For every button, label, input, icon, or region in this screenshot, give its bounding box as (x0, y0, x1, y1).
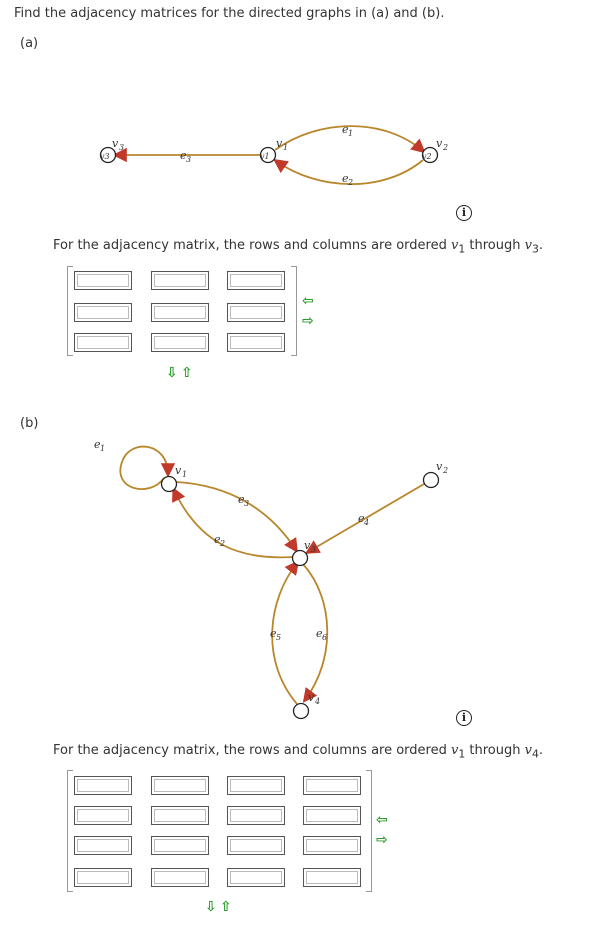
part-b-label: (b) (20, 416, 39, 431)
matrix-b-cell-3-2[interactable] (151, 836, 209, 855)
vertex-label-b-v4: v (308, 691, 315, 704)
svg-text:1: 1 (182, 470, 188, 479)
matrix-b-cell-1-2[interactable] (151, 776, 209, 795)
matrix-b-cell-4-2[interactable] (151, 868, 209, 887)
matrix-b-cell-3-4[interactable] (303, 836, 361, 855)
edge-label-a-e1: e (342, 123, 349, 136)
remove-column-b-button[interactable]: ⇨ (376, 832, 388, 848)
svg-text:1: 1 (100, 444, 106, 453)
matrix-b-cell-3-1[interactable] (74, 836, 132, 855)
svg-text:2: 2 (443, 143, 449, 152)
matrix-b-cell-4-3[interactable] (227, 868, 285, 887)
edge-label-b-e2: e (214, 533, 221, 546)
svg-text:v2: v2 (422, 152, 432, 161)
vertex-label-b-v2: v (436, 460, 443, 473)
vertex-label-a-v2: v (436, 137, 443, 150)
svg-text:3: 3 (186, 155, 192, 164)
edge-b-e1 (120, 447, 168, 490)
edge-label-b-e5: e (270, 627, 277, 640)
matrix-b-cell-4-1[interactable] (74, 868, 132, 887)
matrix-b-cell-2-4[interactable] (303, 806, 361, 825)
vertex-b-v3 (293, 551, 308, 566)
add-row-b-button[interactable]: ⇩ (205, 899, 217, 915)
vertex-label-a-v3: v (112, 137, 119, 150)
matrix-b-cell-1-4[interactable] (303, 776, 361, 795)
svg-text:v3: v3 (100, 152, 110, 161)
svg-text:v1: v1 (260, 152, 270, 161)
svg-text:2: 2 (443, 466, 449, 475)
edge-label-a-e3: e (180, 149, 187, 162)
svg-text:3: 3 (311, 545, 317, 554)
remove-row-a-button[interactable]: ⇧ (181, 365, 193, 381)
svg-text:2: 2 (348, 178, 354, 187)
vertex-b-v1 (162, 477, 177, 492)
info-icon-a[interactable]: i (456, 205, 472, 221)
svg-text:2: 2 (220, 539, 226, 548)
vertex-b-v2 (424, 473, 439, 488)
matrix-b-cell-3-3[interactable] (227, 836, 285, 855)
vertex-label-b-v1: v (175, 464, 182, 477)
matrix-b-cell-1-3[interactable] (227, 776, 285, 795)
svg-text:1: 1 (348, 129, 354, 138)
matrix-b (67, 770, 372, 892)
vertex-label-a-v1: v (276, 137, 283, 150)
remove-column-a-button[interactable]: ⇨ (302, 313, 314, 329)
edge-label-b-e3: e (238, 493, 245, 506)
svg-text:3: 3 (119, 143, 125, 152)
edge-b-e3 (176, 482, 296, 550)
instruction-a: For the adjacency matrix, the rows and columns are ordered $v_1$ through $v_3$. (53, 238, 543, 256)
vertex-label-b-v3: v (304, 539, 311, 552)
edge-label-b-e6: e (316, 627, 323, 640)
matrix-b-cell-1-1[interactable] (74, 776, 132, 795)
svg-text:1: 1 (283, 143, 289, 152)
info-icon-b[interactable]: i (456, 710, 472, 726)
part-a-label: (a) (20, 36, 39, 51)
edge-label-a-e2: e (342, 172, 349, 185)
add-row-a-button[interactable]: ⇩ (166, 365, 178, 381)
matrix-b-cell-2-3[interactable] (227, 806, 285, 825)
add-column-b-button[interactable]: ⇦ (376, 812, 388, 828)
svg-text:4: 4 (315, 697, 321, 706)
svg-text:6: 6 (322, 633, 328, 642)
svg-text:4: 4 (364, 518, 370, 527)
vertex-b-v4 (294, 704, 309, 719)
matrix-b-cell-2-1[interactable] (74, 806, 132, 825)
svg-text:3: 3 (244, 499, 250, 508)
matrix-b-left-bracket (67, 770, 73, 892)
edge-label-b-e4: e (358, 512, 365, 525)
question-text: Find the adjacency matrices for the directed graphs in (a) and (b). (14, 6, 445, 21)
remove-row-b-button[interactable]: ⇧ (220, 899, 232, 915)
matrix-b-cell-4-4[interactable] (303, 868, 361, 887)
matrix-b-right-bracket (366, 770, 372, 892)
edge-label-b-e1: e (94, 438, 101, 451)
instruction-b: For the adjacency matrix, the rows and columns are ordered $v_1$ through $v_4$. (53, 743, 543, 761)
add-column-a-button[interactable]: ⇦ (302, 293, 314, 309)
svg-text:5: 5 (276, 633, 282, 642)
matrix-b-cell-2-2[interactable] (151, 806, 209, 825)
